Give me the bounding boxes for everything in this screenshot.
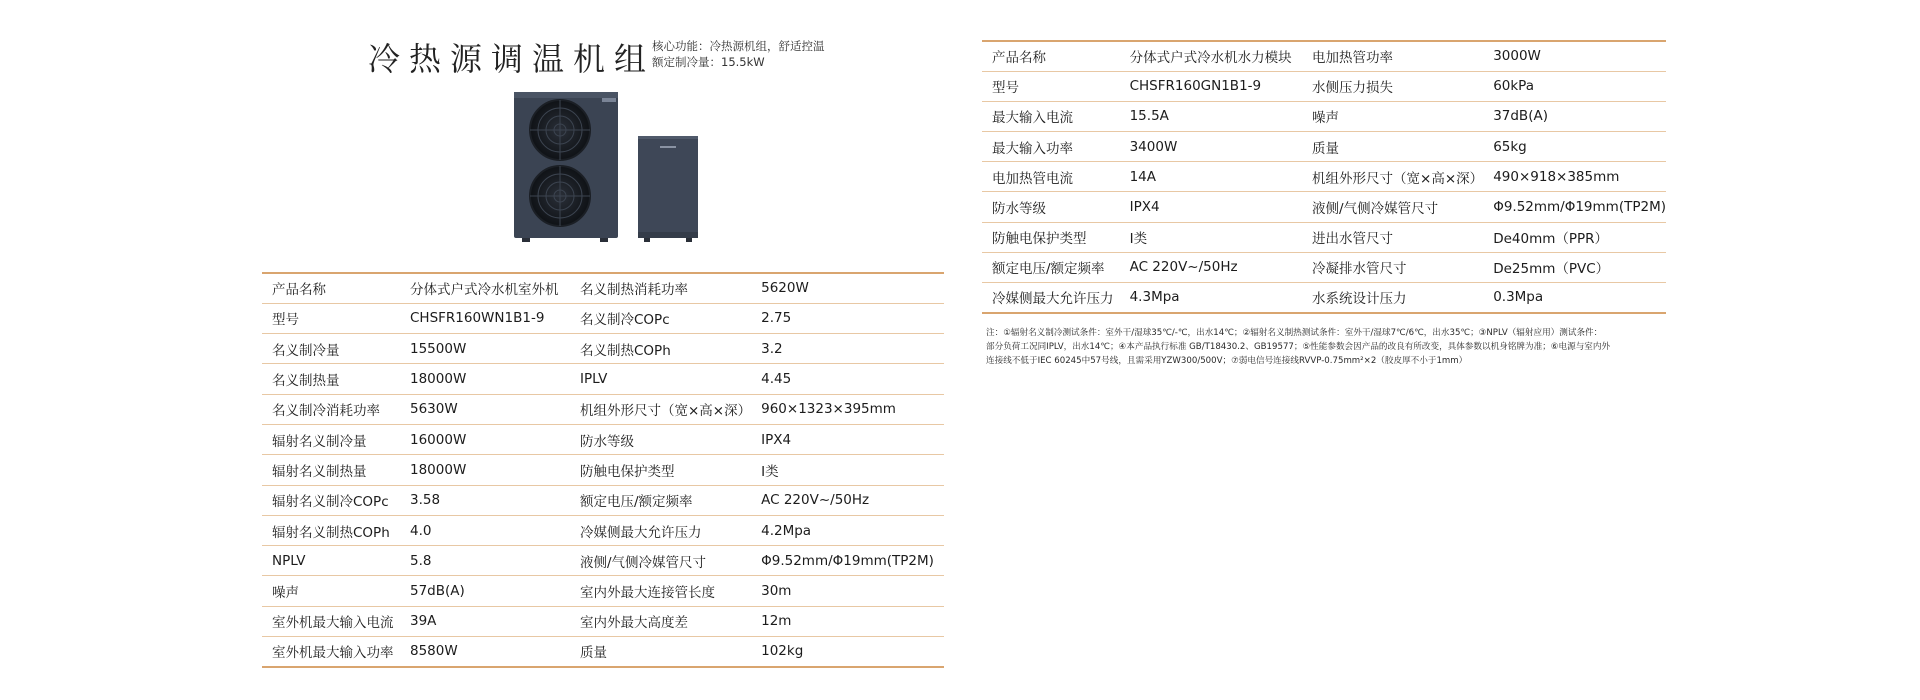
header-subinfo (652, 38, 825, 70)
spec-label: 额定电压/额定频率 (580, 494, 693, 511)
spec-value: 4.3Mpa (1129, 289, 1180, 306)
spec-value: Ⅰ类 (1129, 231, 1148, 248)
table-row (982, 71, 1666, 101)
spec-value: De40mm（PPR） (1493, 231, 1609, 248)
spec-label: 冷媒侧最大允许压力 (580, 524, 702, 541)
spec-value: Φ9.52mm/Φ19mm(TP2M) (1493, 199, 1666, 216)
footnote-line: 部分负荷工况同IPLV，出水14℃；④本产品执行标准 GB/T18430.2、GB19577；⑤性能参数会因产品的改良有所改变，具体参数以机身铭牌为准；⑥电源与室内外 (986, 342, 1611, 352)
spec-value: 分体式户式冷水机室外机 (410, 282, 559, 299)
spec-label: 噪声 (1312, 110, 1340, 127)
spec-value: 分体式户式冷水机水力模块 (1129, 50, 1292, 67)
spec-value: 18000W (410, 461, 467, 478)
spec-label: 防触电保护类型 (580, 463, 675, 480)
spec-value: 5.8 (410, 552, 432, 569)
spec-label: 室内外最大高度差 (580, 615, 688, 632)
spec-label: 名义制冷COPc (580, 312, 670, 329)
outdoor-unit-image (512, 92, 620, 242)
spec-value: 490×918×385mm (1493, 168, 1620, 185)
spec-value: Φ9.52mm/Φ19mm(TP2M) (761, 552, 934, 569)
footnote-line: 连接线不低于IEC 60245中57号线，且需采用YZW300/500V；⑦弱电信号连接线RVVP-0.75mm²×2（胶皮厚不小于1mm） (986, 356, 1468, 366)
table-row (982, 101, 1666, 131)
spec-label: 液侧/气侧冷媒管尺寸 (1312, 201, 1439, 218)
table-row (262, 546, 944, 576)
page-title: 冷热源调温机组 (368, 40, 656, 78)
spec-label: 名义制冷量 (272, 342, 340, 359)
spec-value: 14A (1129, 168, 1157, 185)
spec-label: 机组外形尺寸（宽×高×深） (580, 403, 752, 420)
spec-label: 型号 (992, 80, 1019, 97)
spec-label: 辐射名义制热COPh (272, 524, 390, 541)
table-row (262, 455, 944, 485)
spec-label: 机组外形尺寸（宽×高×深） (1312, 170, 1484, 187)
spec-label: 电加热管电流 (992, 170, 1073, 187)
spec-label: 噪声 (272, 585, 299, 602)
table-row (262, 637, 944, 667)
spec-label: 名义制热量 (272, 373, 340, 390)
table-row (982, 162, 1666, 192)
table-row (982, 252, 1666, 282)
spec-value: 16000W (410, 431, 467, 448)
table-row (982, 283, 1666, 313)
spec-value: 4.0 (410, 522, 432, 539)
spec-label: 液侧/气侧冷媒管尺寸 (580, 554, 707, 571)
spec-value: 4.2Mpa (761, 522, 812, 539)
spec-label: 防水等级 (580, 433, 634, 450)
spec-label: 电加热管功率 (1312, 50, 1394, 67)
spec-label: 名义制热COPh (580, 342, 671, 359)
spec-value: AC 220V~/50Hz (1129, 259, 1238, 276)
spec-value: AC 220V~/50Hz (761, 492, 870, 509)
spec-value: 3.2 (761, 340, 783, 357)
spec-label: 室外机最大输入功率 (272, 645, 394, 662)
footnote-line: 注：①辐射名义制冷测试条件：室外干/湿球35℃/-℃，出水14℃；②辐射名义制热测试条件：室外干/湿球7℃/6℃，出水35℃；③NPLV（辐射应用）测试条件： (986, 328, 1603, 338)
spec-value: IPX4 (1129, 199, 1160, 216)
spec-value: 0.3Mpa (1493, 289, 1544, 306)
spec-label: 额定电压/额定频率 (992, 261, 1105, 278)
spec-label: IPLV (580, 371, 608, 388)
spec-value: 65kg (1493, 138, 1527, 155)
table-row (982, 222, 1666, 252)
spec-label: 防水等级 (992, 201, 1046, 218)
spec-value: Ⅰ类 (761, 463, 779, 480)
spec-label: NPLV (272, 552, 306, 569)
hydraulic-module-image (638, 136, 698, 242)
footnote (986, 326, 1656, 368)
table-row (262, 303, 944, 333)
table-row (982, 192, 1666, 222)
spec-value: 60kPa (1493, 78, 1534, 95)
spec-value: 18000W (410, 371, 467, 388)
table-row (262, 424, 944, 454)
spec-value: CHSFR160WN1B1-9 (410, 310, 545, 327)
spec-value: 39A (410, 613, 437, 630)
table-row (262, 576, 944, 606)
spec-value: 960×1323×395mm (761, 401, 896, 418)
table-row (262, 515, 944, 545)
spec-value: 3400W (1129, 138, 1178, 155)
table-row (982, 41, 1666, 71)
spec-label: 产品名称 (272, 282, 326, 299)
rated-cooling-text: 额定制冷量：15.5kW (652, 55, 765, 69)
spec-label: 辐射名义制热量 (272, 463, 367, 480)
spec-value: 5630W (410, 401, 458, 418)
spec-label: 名义制冷消耗功率 (272, 403, 380, 420)
spec-value: 15500W (410, 340, 467, 357)
spec-value: 3000W (1493, 48, 1541, 65)
spec-value: CHSFR160GN1B1-9 (1129, 78, 1262, 95)
spec-label: 质量 (1312, 140, 1340, 157)
spec-label: 防触电保护类型 (992, 231, 1087, 248)
spec-value: 2.75 (761, 310, 792, 327)
spec-value: 15.5A (1129, 108, 1169, 125)
spec-value: 3.58 (410, 492, 441, 509)
table-row (262, 364, 944, 394)
spec-label: 水侧压力损失 (1312, 80, 1394, 97)
table-row (982, 132, 1666, 162)
core-function-text: 核心功能：冷热源机组，舒适控温 (652, 39, 825, 53)
spec-value: De25mm（PVC） (1493, 261, 1610, 278)
hydraulic-module-spec-table (982, 40, 1666, 314)
spec-label: 室内外最大连接管长度 (580, 585, 715, 602)
table-row (262, 334, 944, 364)
spec-label: 辐射名义制冷量 (272, 433, 367, 450)
spec-label: 名义制热消耗功率 (580, 282, 688, 299)
spec-label: 冷凝排水管尺寸 (1312, 261, 1407, 278)
spec-value: 30m (761, 583, 792, 600)
spec-value: 8580W (410, 643, 458, 660)
spec-label: 质量 (580, 645, 607, 662)
table-row (262, 273, 944, 303)
spec-value: 4.45 (761, 371, 792, 388)
spec-label: 辐射名义制冷COPc (272, 494, 389, 511)
spec-label: 冷媒侧最大允许压力 (992, 291, 1114, 308)
spec-label: 最大输入功率 (992, 140, 1073, 157)
spec-value: 57dB(A) (410, 583, 465, 600)
table-row (262, 394, 944, 424)
spec-value: 5620W (761, 280, 809, 297)
spec-label: 型号 (272, 312, 299, 329)
outdoor-unit-spec-table (262, 272, 944, 668)
table-row (262, 606, 944, 636)
spec-label: 水系统设计压力 (1312, 291, 1407, 308)
spec-label: 产品名称 (992, 50, 1046, 67)
spec-label: 最大输入电流 (992, 110, 1073, 127)
spec-value: 37dB(A) (1493, 108, 1548, 125)
spec-value: 102kg (761, 643, 804, 660)
spec-label: 室外机最大输入电流 (272, 615, 394, 632)
spec-label: 进出水管尺寸 (1312, 231, 1394, 248)
table-row (262, 485, 944, 515)
spec-value: 12m (761, 613, 792, 630)
spec-value: IPX4 (761, 431, 792, 448)
